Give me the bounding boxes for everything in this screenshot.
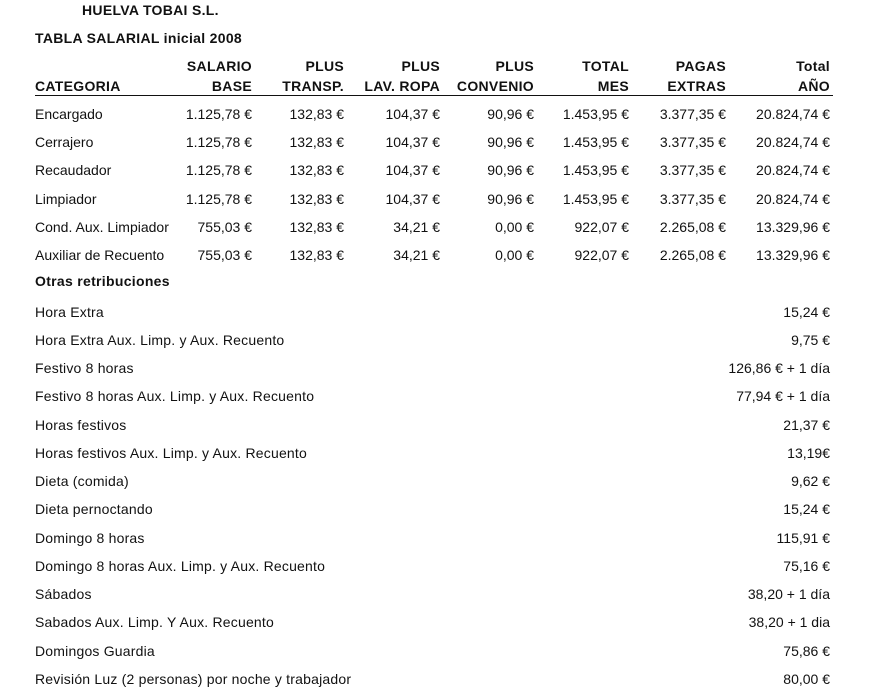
header-total-anio-line2: AÑO bbox=[797, 78, 830, 94]
row-total-anio: 20.824,74 € bbox=[756, 191, 830, 207]
row-transp: 132,83 € bbox=[289, 134, 344, 150]
row-total-anio: 13.329,96 € bbox=[756, 247, 830, 263]
list-item bbox=[0, 669, 872, 689]
header-total-mes-line2: MES bbox=[597, 78, 629, 94]
row-total-mes: 1.453,95 € bbox=[562, 134, 629, 150]
row-convenio: 90,96 € bbox=[487, 162, 534, 178]
header-convenio-line2: CONVENIO bbox=[456, 78, 534, 94]
row-total-mes: 922,07 € bbox=[574, 247, 629, 263]
row-pagas: 3.377,35 € bbox=[659, 134, 726, 150]
header-total-anio-line1: Total bbox=[796, 58, 830, 74]
row-pagas: 3.377,35 € bbox=[659, 191, 726, 207]
row-ropa: 104,37 € bbox=[385, 134, 440, 150]
item-label: Sábados bbox=[35, 586, 92, 602]
row-categoria: Encargado bbox=[35, 106, 103, 122]
row-convenio: 0,00 € bbox=[495, 247, 534, 263]
row-total-anio: 20.824,74 € bbox=[756, 134, 830, 150]
list-item bbox=[0, 386, 872, 406]
item-value: 80,00 € bbox=[783, 671, 830, 687]
row-salario: 1.125,78 € bbox=[185, 106, 252, 122]
row-categoria: Cerrajero bbox=[35, 134, 94, 150]
item-label: Sabados Aux. Limp. Y Aux. Recuento bbox=[35, 614, 274, 630]
list-item bbox=[0, 358, 872, 378]
row-total-mes: 922,07 € bbox=[574, 219, 629, 235]
row-transp: 132,83 € bbox=[289, 162, 344, 178]
row-transp: 132,83 € bbox=[289, 106, 344, 122]
header-pagas-line1: PAGAS bbox=[675, 58, 726, 74]
row-pagas: 2.265,08 € bbox=[659, 247, 726, 263]
row-convenio: 0,00 € bbox=[495, 219, 534, 235]
item-label: Hora Extra Aux. Limp. y Aux. Recuento bbox=[35, 332, 285, 348]
table-row bbox=[0, 245, 872, 265]
row-convenio: 90,96 € bbox=[487, 106, 534, 122]
row-total-mes: 1.453,95 € bbox=[562, 191, 629, 207]
header-transp-line2: TRANSP. bbox=[282, 78, 344, 94]
item-value: 13,19€ bbox=[787, 445, 830, 461]
row-convenio: 90,96 € bbox=[487, 134, 534, 150]
list-item bbox=[0, 584, 872, 604]
item-value: 38,20 + 1 dia bbox=[748, 614, 830, 630]
row-categoria: Cond. Aux. Limpiador bbox=[35, 219, 169, 235]
otras-retribuciones-title: Otras retribuciones bbox=[35, 273, 170, 289]
row-total-anio: 20.824,74 € bbox=[756, 106, 830, 122]
list-item bbox=[0, 471, 872, 491]
item-value: 38,20 + 1 día bbox=[747, 586, 830, 602]
header-total-mes-line1: TOTAL bbox=[582, 58, 629, 74]
item-label: Festivo 8 horas bbox=[35, 360, 134, 376]
row-salario: 1.125,78 € bbox=[185, 134, 252, 150]
row-ropa: 104,37 € bbox=[385, 162, 440, 178]
item-value: 9,75 € bbox=[791, 332, 830, 348]
header-divider bbox=[35, 95, 833, 96]
row-salario: 755,03 € bbox=[197, 219, 252, 235]
item-label: Domingos Guardia bbox=[35, 643, 155, 659]
item-value: 9,62 € bbox=[791, 473, 830, 489]
row-pagas: 2.265,08 € bbox=[659, 219, 726, 235]
row-total-mes: 1.453,95 € bbox=[562, 106, 629, 122]
list-item bbox=[0, 499, 872, 519]
row-salario: 755,03 € bbox=[197, 247, 252, 263]
header-pagas-line2: EXTRAS bbox=[667, 78, 726, 94]
item-label: Horas festivos Aux. Limp. y Aux. Recuento bbox=[35, 445, 307, 461]
table-row bbox=[0, 217, 872, 237]
header-ropa-line1: PLUS bbox=[401, 58, 440, 74]
header-ropa-line2: LAV. ROPA bbox=[364, 78, 440, 94]
item-label: Hora Extra bbox=[35, 304, 104, 320]
item-value: 15,24 € bbox=[783, 501, 830, 517]
item-label: Dieta (comida) bbox=[35, 473, 129, 489]
row-salario: 1.125,78 € bbox=[185, 191, 252, 207]
list-item bbox=[0, 556, 872, 576]
header-categoria: CATEGORIA bbox=[35, 78, 121, 94]
item-label: Domingo 8 horas Aux. Limp. y Aux. Recuento bbox=[35, 558, 326, 574]
row-transp: 132,83 € bbox=[289, 191, 344, 207]
list-item bbox=[0, 641, 872, 661]
list-item bbox=[0, 302, 872, 322]
item-label: Festivo 8 horas Aux. Limp. y Aux. Recuento bbox=[35, 388, 315, 404]
row-convenio: 90,96 € bbox=[487, 191, 534, 207]
row-transp: 132,83 € bbox=[289, 247, 344, 263]
item-value: 115,91 € bbox=[776, 530, 830, 546]
item-label: Horas festivos bbox=[35, 417, 127, 433]
row-pagas: 3.377,35 € bbox=[659, 162, 726, 178]
list-item bbox=[0, 330, 872, 350]
item-label: Domingo 8 horas bbox=[35, 530, 145, 546]
header-convenio-line1: PLUS bbox=[495, 58, 534, 74]
row-salario: 1.125,78 € bbox=[185, 162, 252, 178]
header-salario-line1: SALARIO bbox=[186, 58, 252, 74]
list-item bbox=[0, 612, 872, 632]
item-value: 126,86 € + 1 día bbox=[728, 360, 830, 376]
row-pagas: 3.377,35 € bbox=[659, 106, 726, 122]
row-ropa: 104,37 € bbox=[385, 191, 440, 207]
table-title: TABLA SALARIAL inicial 2008 bbox=[35, 30, 242, 46]
item-value: 75,86 € bbox=[783, 643, 830, 659]
list-item bbox=[0, 443, 872, 463]
row-categoria: Limpiador bbox=[35, 191, 97, 207]
row-total-mes: 1.453,95 € bbox=[562, 162, 629, 178]
list-item bbox=[0, 415, 872, 435]
company-name: HUELVA TOBAI S.L. bbox=[82, 2, 219, 18]
item-value: 15,24 € bbox=[783, 304, 830, 320]
row-ropa: 104,37 € bbox=[385, 106, 440, 122]
row-categoria: Auxiliar de Recuento bbox=[35, 247, 165, 263]
table-row bbox=[0, 132, 872, 152]
row-transp: 132,83 € bbox=[289, 219, 344, 235]
row-total-anio: 13.329,96 € bbox=[756, 219, 830, 235]
row-categoria: Recaudador bbox=[35, 162, 112, 178]
header-transp-line1: PLUS bbox=[305, 58, 344, 74]
item-label: Dieta pernoctando bbox=[35, 501, 153, 517]
table-row bbox=[0, 189, 872, 209]
row-ropa: 34,21 € bbox=[393, 247, 440, 263]
row-total-anio: 20.824,74 € bbox=[756, 162, 830, 178]
item-value: 77,94 € + 1 día bbox=[736, 388, 830, 404]
item-value: 75,16 € bbox=[783, 558, 830, 574]
table-row bbox=[0, 104, 872, 124]
row-ropa: 34,21 € bbox=[393, 219, 440, 235]
item-value: 21,37 € bbox=[783, 417, 830, 433]
table-row bbox=[0, 160, 872, 180]
item-label: Revisión Luz (2 personas) por noche y trabajador bbox=[35, 671, 352, 687]
header-salario-line2: BASE bbox=[211, 78, 252, 94]
list-item bbox=[0, 528, 872, 548]
